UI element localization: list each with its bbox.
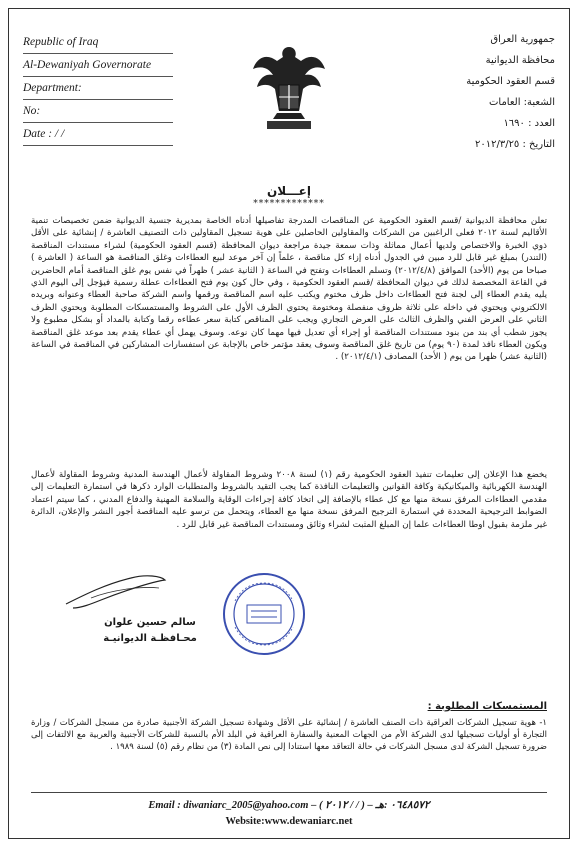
- iraq-eagle-emblem: [249, 39, 329, 139]
- requirements-item-1: ١- هوية تسجيل الشركات العراقية ذات الصنف العاشرة / إنشائية على الأقل وشهادة تسجيل الشركة الأجنبية صادرة من مسجل الشركات / وزارة التجارة أو أوليات تسجيلها لدى الشركة الأم من الجهات المعنية والسفارة العراقية في البلد الأم بالنسبة للشركات الأجنبية والعربية مع الالتفات إلى ضرورة تسجيل الشركة لدى مسجل الشركات في حالة التعاقد معها استنادا إلى نص المادة (٣) من نظام رقم (٥) لسنة ١٩٨٩ .: [31, 718, 547, 752]
- header-governorate: Al-Dewaniyah Governorate: [23, 54, 173, 77]
- header-department: Department:: [23, 77, 173, 100]
- announcement-paragraph-1: تعلن محافظة الديوانية /قسم العقود الحكومية عن المناقصات المدرجة تفاصيلها أدناه الخاصة بمديرية جنسية الديوانية ضمن تخصيصات تنمية الأقاليم لسنة ٢٠١٢ فعلى الراغبين من الشركات والمقاولين الحاصلين على هوية تسجيل المقاولين ذات التصنيف العاشرة / إنشائية على الأقل ذوي الخبرة والاختصاص ولديها أعمال مماثلة وذات سمعة جيدة مراجعة ديوان المحافظة (قسم العقود الحكومية) لشراء مستندات المناقصة (التندر) بمبلغ غير قابل للرد مبين في الجدول أدناه إزاء كل مناقصة ، علماً إن آخر موعد لبيع العطاءات وغلق المناقصة هو الساعة ( العاشرة ) صباحا من يوم (الأحد) الموافق (٢٠١٢/٤/٨) وتسلم العطاءات وتفتح في الساعة ( الثانية عشر ) ظهراً في نفس يوم غلق المناقصة أمام الحاضرين في القاعة المخصصة لذلك في ديوان المحافظة /قسم العقود الحكومية ، وفي حال كون يوم فتح العطاءات عطلة رسمية فيؤجل إلى اليوم الذي يليه يقدم العطاء إلى لجنة فتح العطاءات داخل ظرف مختوم ويكتب عليه اسم المناقصة ورقمها واسم الشركة صاحبة العطاء وعنوانه وبريده الالكتروني ويحتوي في داخله على ثلاثة ظروف منفصلة ومختومة يحتوي الظرف الأول على الشروط والمستمسكات المطلوبة ويحتوي الظرف الثاني على العرض الفني والظرف الثالث على العرض التجاري ويجب على المناقص كتابة سعر عطاءه رقما وكتابة بالمداد أو بشكل مطبوع ولا يجوز شطب أي بند من بنود مستندات المناقصة أو إجراء أي تعديل فيها مهما كان نوعه. وسوف يهمل أي عطاء يقدم بعد موعد غلق المناقصة ويكون العطاء نافذ لمدة (٩٠ يوم) من تاريخ غلق المناقصة وسوف يعقد مؤتمر خاص بالإجابة عن استفسارات المشاركين في المناقصة في الساعة (الثانية عشر) ظهرا من يوم ( الأحد) المصادف (٢٠١٢/٤/١) .: [31, 216, 547, 363]
- header-country: Republic of Iraq: [23, 31, 173, 54]
- header-department-ar: قسم العقود الحكومية: [466, 76, 555, 87]
- signatory-role: محـافظـة الديوانيـة: [103, 633, 197, 644]
- header-number: No:: [23, 100, 173, 123]
- header-date: Date : / /: [23, 123, 173, 146]
- header-governorate-ar: محافظة الديوانية: [485, 55, 555, 66]
- title-stars: *************: [253, 199, 325, 209]
- header-number-ar: العدد : ١٦٩٠: [503, 118, 555, 129]
- requirements-title: المستمسكات المطلوبة :: [427, 701, 547, 712]
- footer-email-line: Email : diwaniarc_2005@yahoo.com – ( ٢٠١٢ / / ) – ٠٦٤٨٥٧٢ :هـ: [148, 800, 430, 811]
- document-page: [8, 8, 570, 839]
- header-date-ar: التاريخ : ٢٠١٢/٣/٢٥: [474, 139, 555, 150]
- official-stamp: [221, 571, 307, 657]
- footer: [31, 792, 547, 830]
- footer-website: Website:www.dewaniarc.net: [225, 816, 353, 827]
- header-arabic: [395, 29, 555, 155]
- header-country-ar: جمهورية العراق: [490, 34, 555, 45]
- announcement-title: إعـــلان: [267, 184, 311, 198]
- announcement-paragraph-2: يخضع هذا الإعلان إلى تعليمات تنفيذ العقود الحكومية رقم (١) لسنة ٢٠٠٨ وشروط المقاولة لأعمال الهندسة المدنية وشروط المقاولة لأعمال الهندسة الكهربائية والميكانيكية وكافة القوانين والتعليمات النافذة كما يجب التقيد بالشروط والمتطلبات الوارد ذكرها في استمارة التعليمات إلى مقدمي العطاءات المرفق نسخة منها مع كل عطاء بالإضافة إلى اتخاذ كافة إجراءات الوقاية والسلامة المهنية والدفاع المدني ، كما سيتم اعتماد الضوابط الترجيحية المحددة في استمارة الترجيح المرفق نسخة منها مع العطاء، ويتحمل من ترسو عليه المناقصة أجور النشر والإعلان، الدائرة غير ملزمة بقبول اوطا العطاءات علما إن المبلغ المثبت لشراء وثائق ومستندات المناقصة غير قابل للرد .: [31, 470, 548, 530]
- signature-block: [95, 615, 205, 647]
- signatory-name: سالم حسين علوان: [104, 617, 196, 628]
- handwritten-signature: [61, 564, 171, 614]
- header-section-ar: الشعبة: العامات: [488, 97, 555, 108]
- header-english: [23, 31, 223, 146]
